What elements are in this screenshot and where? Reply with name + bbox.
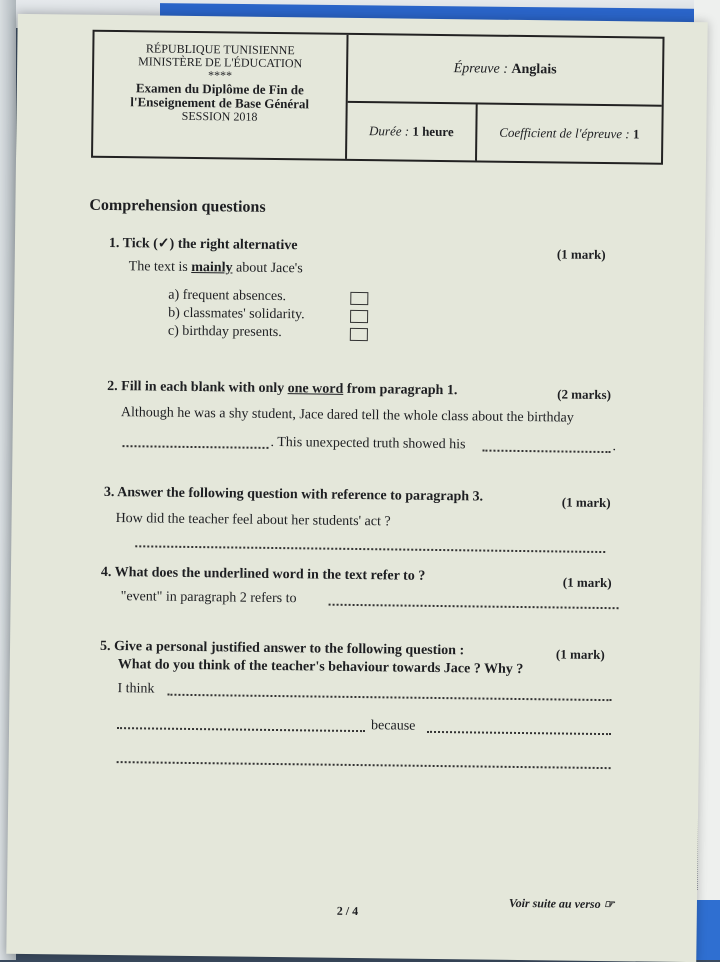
q1-option-c: c) birthday presents. <box>167 323 282 341</box>
q3-title: 3. Answer the following question with reference to paragraph 3. <box>103 484 484 505</box>
q3-answer-line[interactable] <box>135 545 605 553</box>
q4-title: 4. What does the underlined word in the text refer to ? <box>100 564 426 584</box>
q2-line1: Although he was a shy student, Jace dared tell the whole class about the birthday <box>120 405 574 426</box>
stars: **** <box>207 68 233 83</box>
q5-title: 5. Give a personal justified answer to the following question : <box>99 638 465 659</box>
q5-answer-line-2a[interactable] <box>117 727 365 732</box>
subject-value: Anglais <box>511 61 557 78</box>
coefficient-value: 1 <box>632 126 640 142</box>
q4-prompt: "event" in paragraph 2 refers to <box>120 589 297 607</box>
section-title: Comprehension questions <box>89 196 266 216</box>
q5-answer-line-2b[interactable] <box>427 731 611 735</box>
q2-marks: (2 marks) <box>557 386 612 403</box>
q2-title: 2. Fill in each blank with only one word from paragraph 1. <box>107 378 458 399</box>
q1-option-a: a) frequent absences. <box>168 287 287 305</box>
header-duration: Durée : 1 heure <box>347 103 478 161</box>
q5-subtitle: What do you think of the teacher's behaviour towards Jace ? Why ? <box>117 657 524 678</box>
page-number: 2 / 4 <box>336 903 359 919</box>
q1-marks: (1 mark) <box>556 246 606 263</box>
q2-line2: . This unexpected truth showed his <box>270 434 466 453</box>
q2-blank-2[interactable] <box>482 450 610 454</box>
q4-answer-line[interactable] <box>329 604 619 610</box>
exam-page <box>6 14 707 962</box>
q3-prompt: How did the teacher feel about her students' act ? <box>115 511 391 530</box>
country: RÉPUBLIQUE TUNISIENNE <box>145 41 295 58</box>
q5-because: because <box>371 718 416 734</box>
header-subject: Épreuve : Anglais <box>348 35 663 107</box>
header-coefficient: Coefficient de l'épreuve : 1 <box>499 124 640 142</box>
q2-period: . <box>612 439 617 455</box>
q4-marks: (1 mark) <box>562 574 612 591</box>
q1-checkbox-a[interactable] <box>350 292 368 305</box>
q5-answer-line-1[interactable] <box>167 694 611 701</box>
q5-i-think: I think <box>117 681 155 697</box>
q1-prompt: The text is mainly about Jace's <box>128 259 303 277</box>
q1-title: 1. Tick (✓) the right alternative <box>108 235 298 254</box>
q1-checkbox-c[interactable] <box>350 328 368 341</box>
blue-edge <box>694 900 720 960</box>
q1-option-b: b) classmates' solidarity. <box>168 305 305 323</box>
q1-checkbox-b[interactable] <box>350 310 368 323</box>
q5-answer-line-3[interactable] <box>117 761 611 769</box>
duration-value: 1 heure <box>412 123 454 140</box>
q5-marks: (1 mark) <box>555 646 605 663</box>
ministry: MINISTÈRE DE L'ÉDUCATION <box>138 54 303 71</box>
q2-blank-1[interactable] <box>122 445 268 449</box>
exam-name-line2: l'Enseignement de Base Général <box>130 94 310 112</box>
session: SESSION 2018 <box>181 108 258 124</box>
q3-marks: (1 mark) <box>561 494 611 511</box>
see-next-page: Voir suite au verso ☞ <box>508 895 615 912</box>
exam-name-line1: Examen du Diplôme de Fin de <box>135 80 304 98</box>
